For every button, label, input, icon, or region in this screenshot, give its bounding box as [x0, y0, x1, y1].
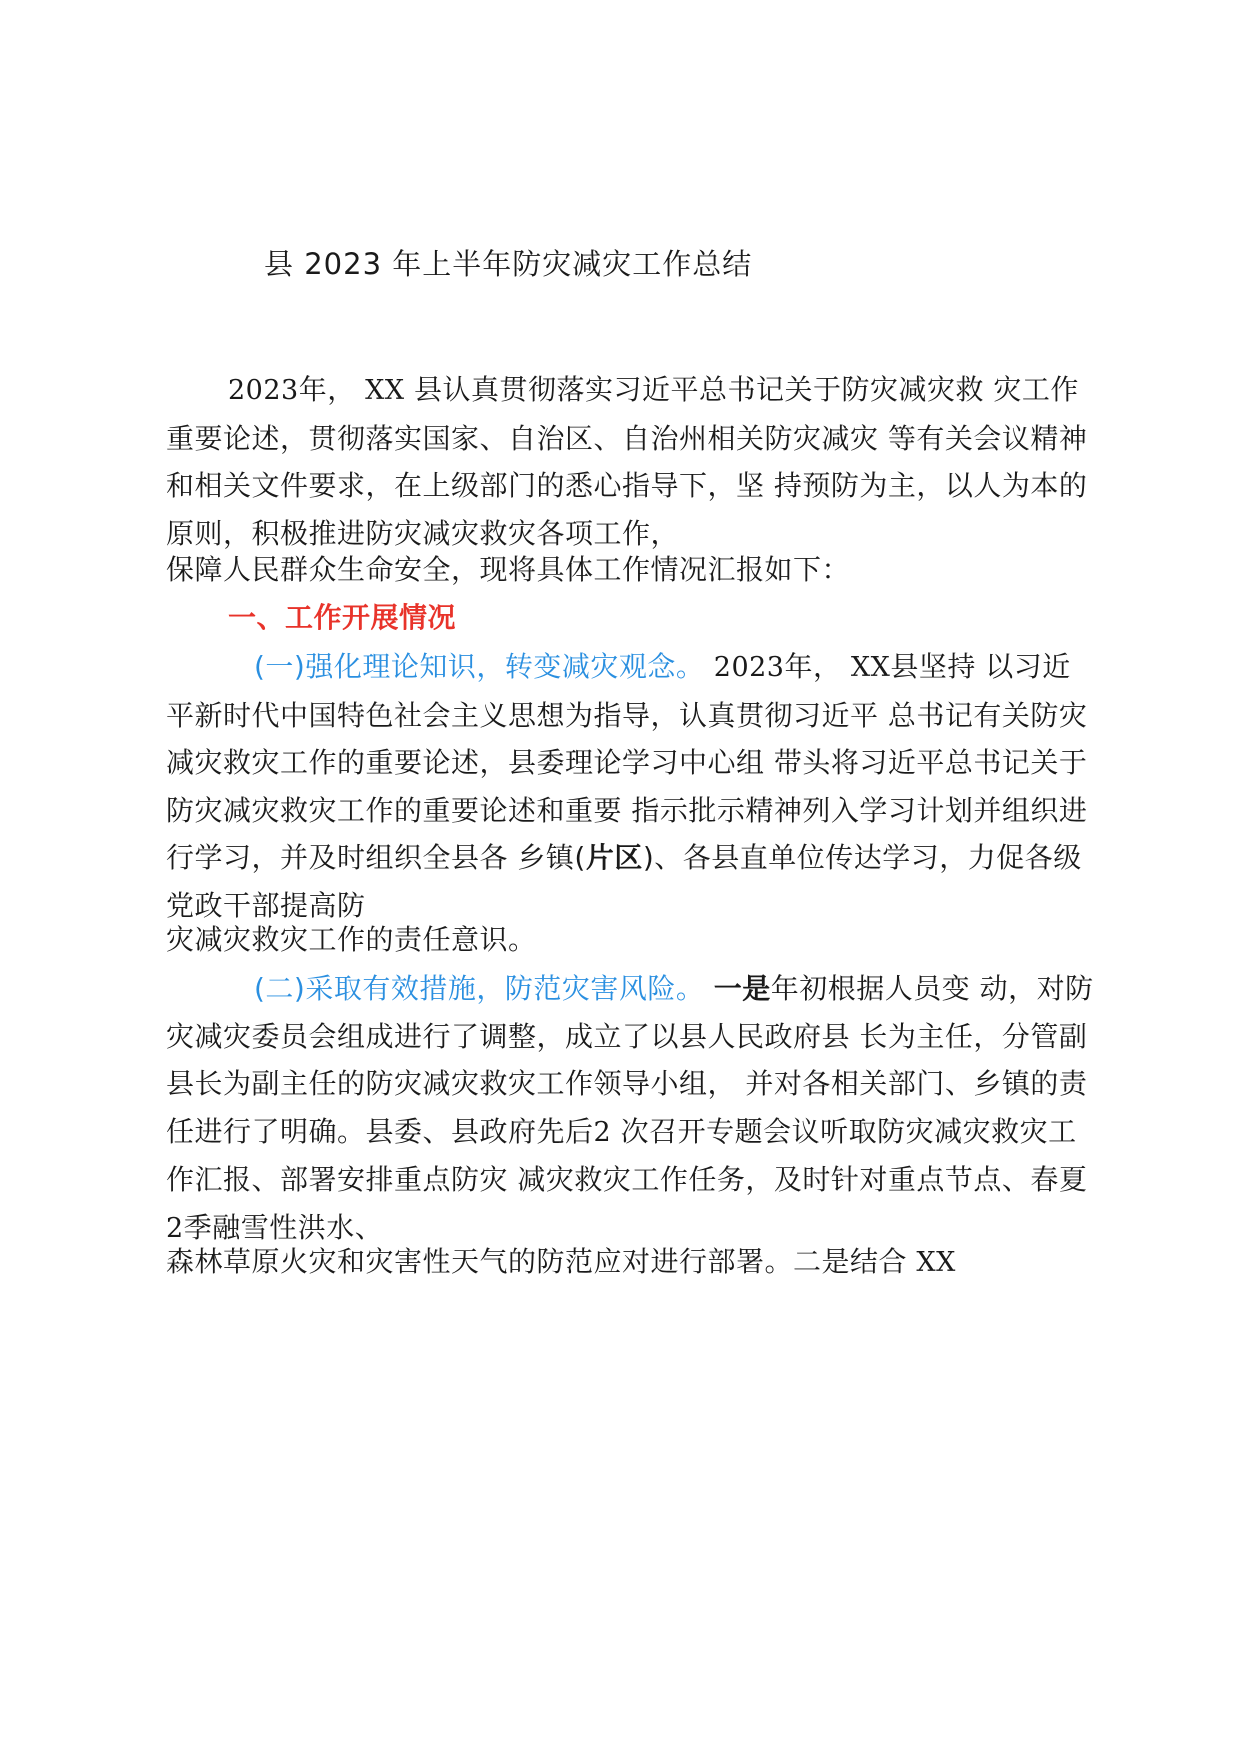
subsection-two-paragraph	[166, 965, 1096, 1252]
subsection-two-text-b: 次召开专题会议听取防灾减灾救灾工作汇报、部署安排重点防灾 减灾救灾工作任务，及时针对重点节点、春夏	[166, 1114, 1088, 1196]
subsection-two-number-two: 2	[166, 1212, 184, 1244]
subsection-one-heading: (一)强化理论知识，转变减灾观念。	[254, 650, 705, 683]
subsection-two-text-a: 年初根据人员变 动，对防灾减灾委员会组成进行了调整，成立了以县人民政府县 长为主任，分管副县长为副主任的防灾减灾救灾工作领导小组， 并对各相关部门、乡镇的责任进行了明确。县委、县政府先后	[166, 972, 1094, 1148]
subsection-two-cont-text: 森林草原火灾和灾害性天气的防范应对进行部署。二是结合	[166, 1245, 908, 1278]
subsection-two-text-c: 季融雪性洪水、	[183, 1210, 384, 1244]
intro-year: 2023	[228, 375, 299, 406]
subsection-one-paragraph	[166, 643, 1096, 929]
subsection-one-bold: 片区	[585, 841, 643, 874]
intro-xx: XX	[365, 375, 405, 406]
intro-text: 县认真贯彻落实习近平总书记关于防灾减灾救 灾工作重要论述，贯彻落实国家、自治区、自治州相关防灾减灾 等有关会议精神和相关文件要求，在上级部门的悉心指导下，坚 持预防为主，以人为本的原则，积极推进防灾减灾救灾各项工作，	[166, 373, 1088, 550]
subsection-two-cont-xx: XX	[916, 1247, 956, 1278]
subsection-one-continuation: 灾减灾救灾工作的责任意识。	[166, 923, 537, 956]
document-title: 县 2023 年上半年防灾减灾工作总结	[264, 247, 753, 281]
subsection-two-heading: (二)采取有效措施，防范灾害风险。	[254, 972, 705, 1005]
subsection-two-number-one: 2	[593, 1116, 612, 1148]
subsection-two-continuation	[166, 1238, 1096, 1287]
section-heading-text: 一、工作开展情况	[228, 601, 457, 634]
subsection-two-bold-start: 一是	[713, 972, 771, 1005]
subsection-one-text: 县坚持 以习近平新时代中国特色社会主义思想为指导，认真贯彻习近平 总书记有关防灾减灾救灾工作的重要论述，县委理论学习中心组 带头将习近平总书记关于防灾减灾救灾工作的重要论述和重要 指示批示精神列入学习计划并组织进行学习，并及时组织全县各 乡镇(	[166, 650, 1088, 874]
intro-paragraph	[166, 366, 1096, 557]
subsection-one-nian: 年，	[784, 650, 842, 683]
intro-nian: 年，	[298, 373, 356, 406]
subsection-one-xx: XX	[850, 652, 891, 683]
section-heading	[166, 594, 1096, 642]
intro-continuation: 保障人民群众生命安全，现将具体工作情况汇报如下：	[166, 553, 851, 586]
subsection-one-text-end: )、各县直单位传达学习，力促各级党政干部提高防	[166, 841, 1082, 922]
subsection-one-year: 2023	[713, 652, 785, 683]
